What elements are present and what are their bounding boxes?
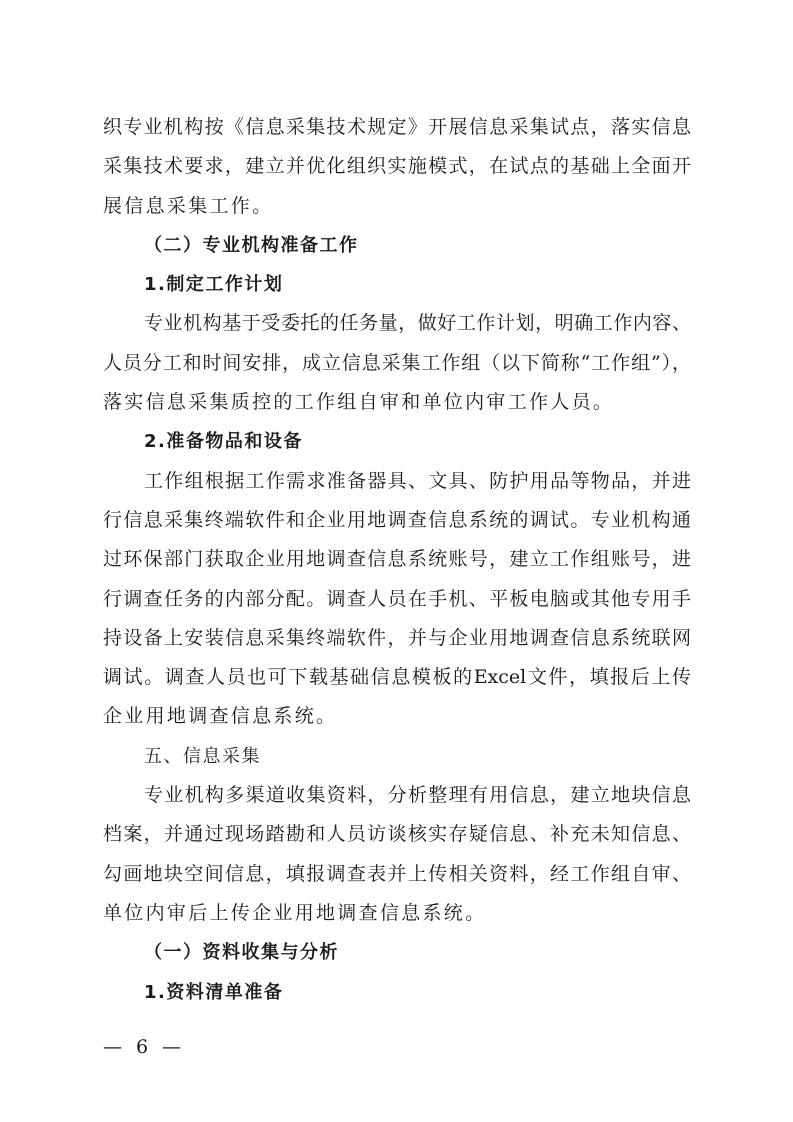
paragraph-line: 专业机构多渠道收集资料，分析整理有用信息，建立地块信息	[144, 784, 691, 807]
item-heading: 1.资料清单准备	[144, 981, 284, 1003]
paragraph-line: 行信息采集终端软件和企业用地调查信息系统的调试。专业机构通	[103, 508, 691, 531]
paragraph-line: 行调查任务的内部分配。调查人员在手机、平板电脑或其他专用手	[103, 587, 691, 610]
paragraph-line: 展信息采集工作。	[103, 194, 274, 217]
paragraph-line: 单位内审后上传企业用地调查信息系统。	[103, 901, 487, 924]
item-heading: 1.制定工作计划	[144, 274, 284, 296]
paragraph-line: 调试。调查人员也可下载基础信息模板的Excel文件，填报后上传	[103, 666, 691, 689]
paragraph-line: 人员分工和时间安排，成立信息采集工作组（以下简称“工作组”），	[103, 351, 691, 374]
page-number: — 6 —	[103, 1036, 186, 1058]
document-page	[103, 108, 691, 1012]
paragraph-line: 勾画地块空间信息，填报调查表并上传相关资料，经工作组自审、	[103, 862, 691, 885]
paragraph-line: 落实信息采集质控的工作组自审和单位内审工作人员。	[103, 391, 615, 414]
paragraph-line: 织专业机构按《信息采集技术规定》开展信息采集试点，落实信息	[103, 116, 691, 138]
section-heading: 五、信息采集	[144, 745, 261, 767]
paragraph-line: 工作组根据工作需求准备器具、文具、防护用品等物品，并进	[144, 469, 691, 492]
paragraph-line: 采集技术要求，建立并优化组织实施模式，在试点的基础上全面开	[103, 155, 691, 178]
subsection-heading: （二）专业机构准备工作	[144, 234, 359, 256]
paragraph-line: 专业机构基于受委托的任务量，做好工作计划，明确工作内容、	[144, 312, 691, 335]
item-heading: 2.准备物品和设备	[144, 431, 303, 453]
paragraph-line: 持设备上安装信息采集终端软件，并与企业用地调查信息系统联网	[103, 626, 691, 649]
subsection-heading: （一）资料收集与分析	[144, 942, 339, 964]
paragraph-line: 过环保部门获取企业用地调查信息系统账号，建立工作组账号，进	[103, 548, 691, 571]
paragraph-line: 档案，并通过现场踏勘和人员访谈核实存疑信息、补充未知信息、	[103, 823, 691, 846]
paragraph-line: 企业用地调查信息系统。	[103, 705, 338, 728]
